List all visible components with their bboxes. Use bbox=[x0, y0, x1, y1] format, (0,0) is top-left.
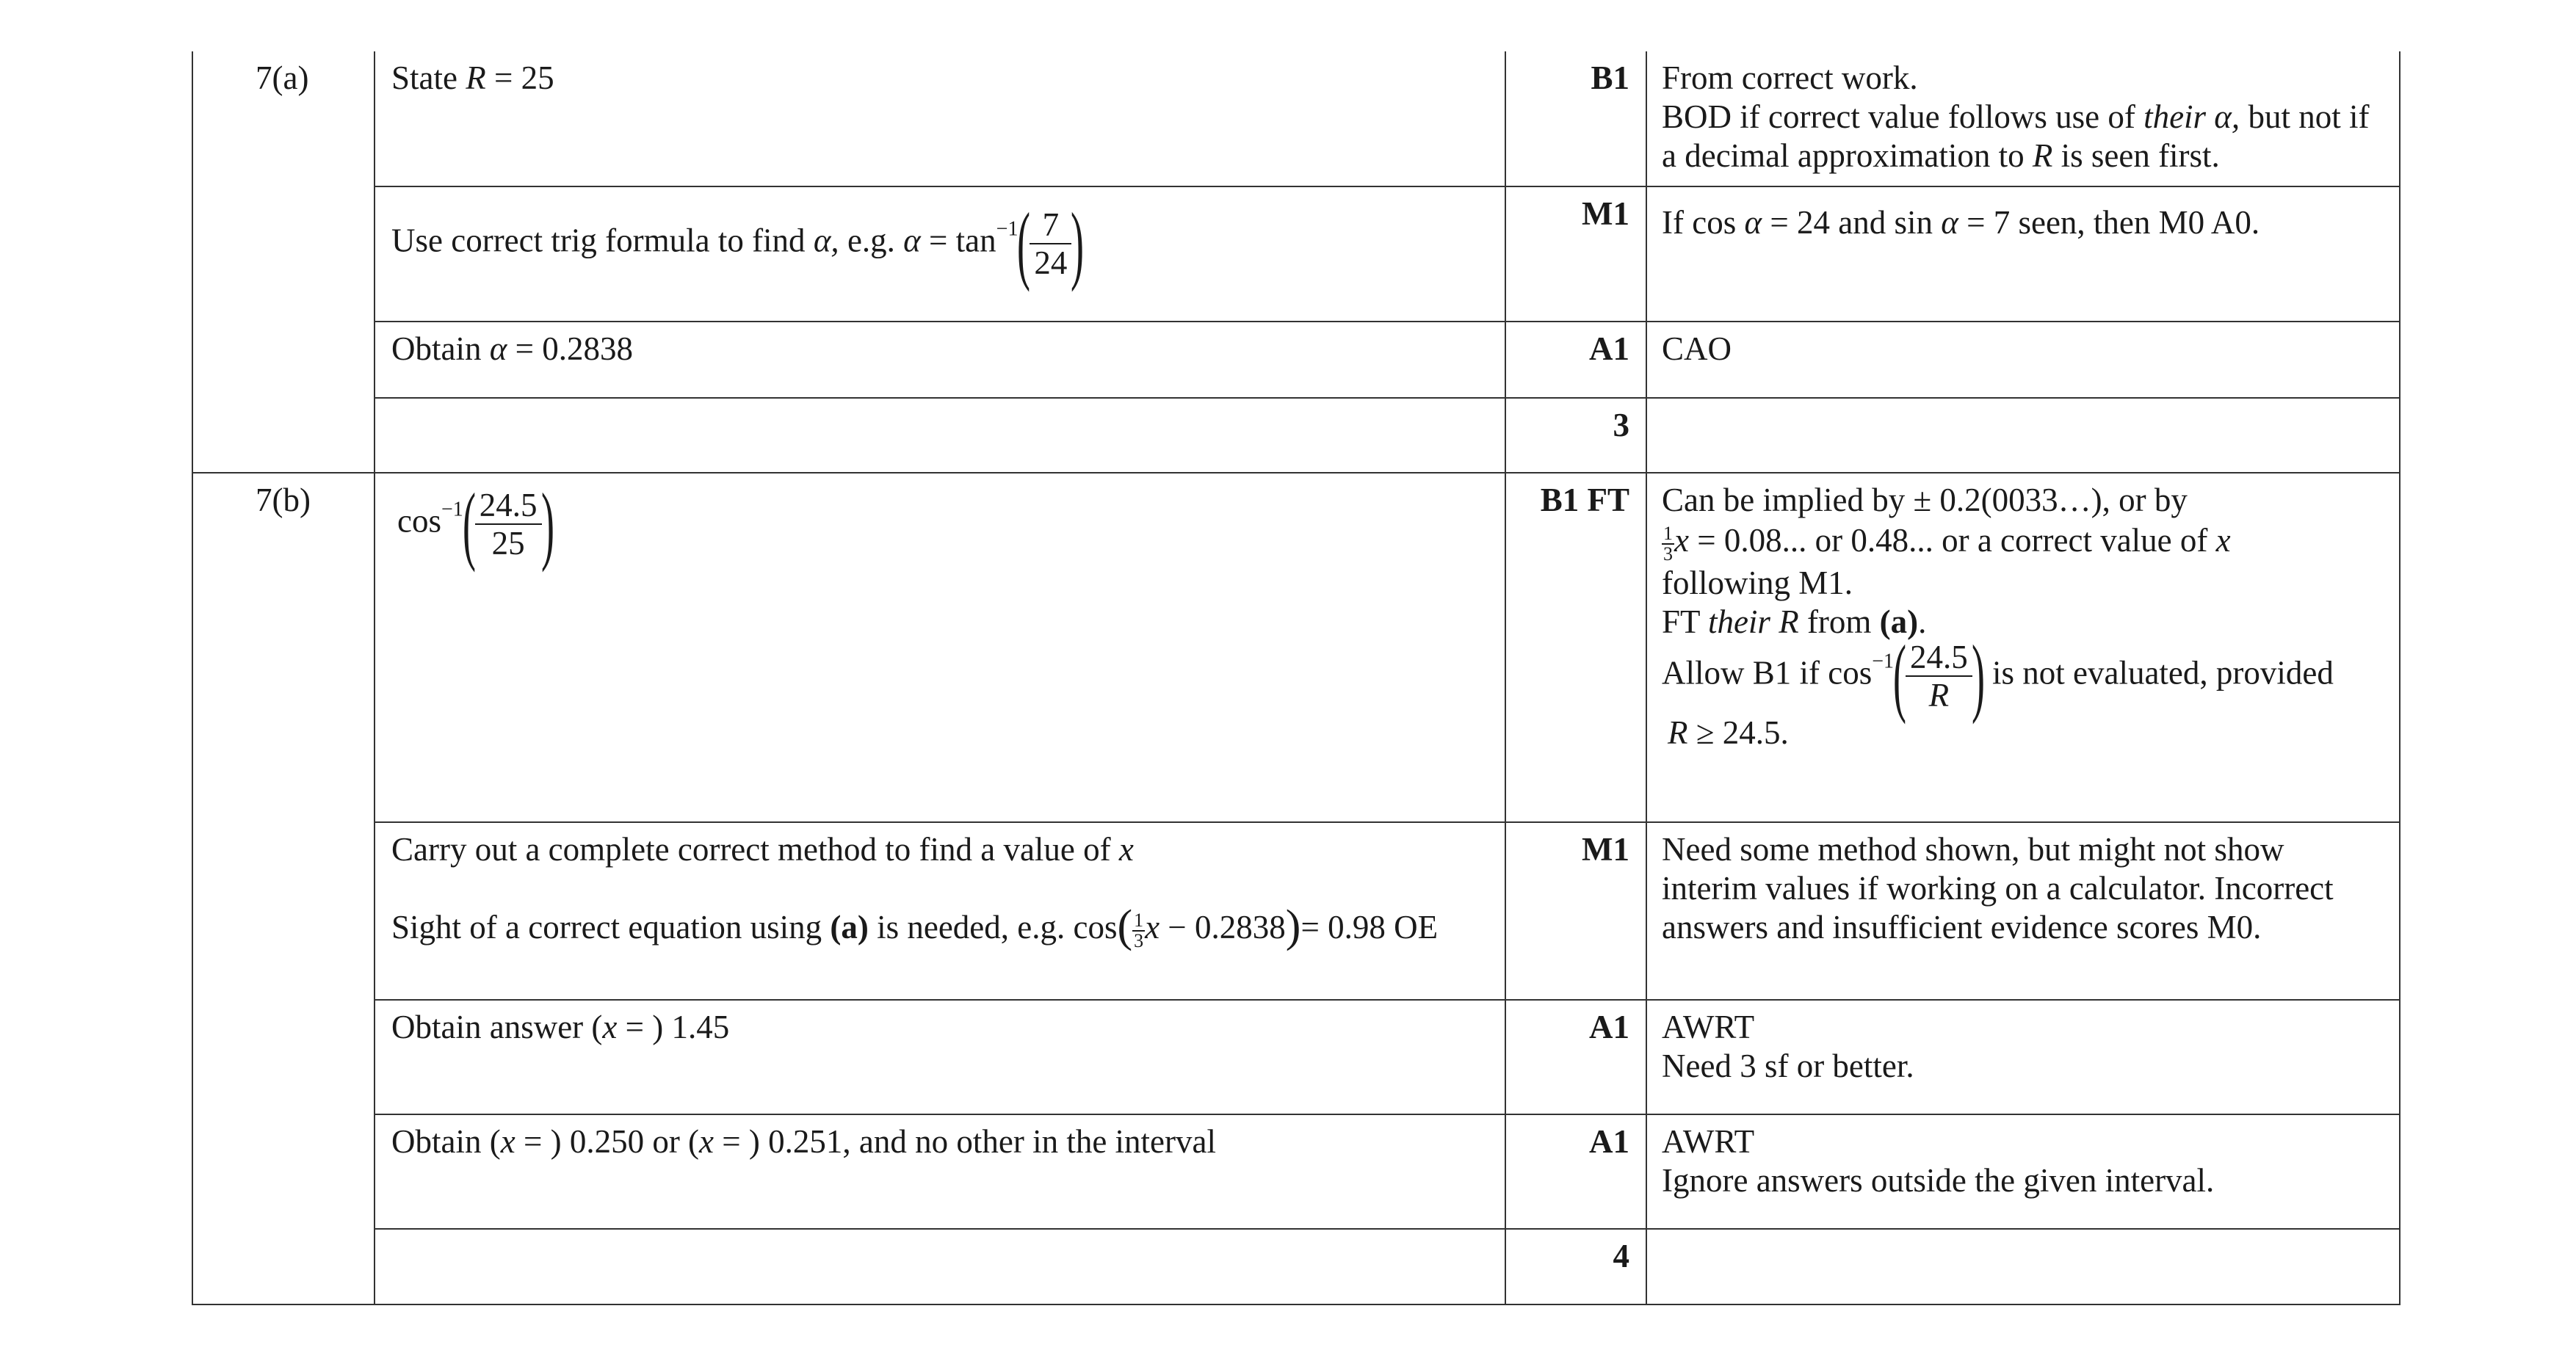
mark-scheme-table bbox=[192, 51, 2400, 1305]
total-marks: 3 bbox=[1613, 406, 1629, 443]
question-number: 7(a) bbox=[256, 59, 309, 96]
guidance-cell bbox=[1646, 322, 2400, 398]
answer-cell: Obtain answer (x = ) 1.45 bbox=[375, 1000, 1505, 1114]
answer-cell: $\cos^{-1}$( $\frac{24.5}{25}$ ) bbox=[375, 473, 1505, 822]
mark-cell bbox=[1505, 822, 1646, 1000]
fraction: $\frac{24.5}{25}$ bbox=[475, 487, 542, 562]
guidance-cell: AWRT Ignore answers outside the given interval. bbox=[1646, 1114, 2400, 1229]
guidance-cell: AWRT Need 3 sf or better. bbox=[1646, 1000, 2400, 1114]
guidance-cell: From correct work. BOD if correct value follows use of their α, but not if a decimal approximation to R is seen first. bbox=[1646, 51, 2400, 186]
guidance-text: Need some method shown, but might not show interim values if working on a calculator. Incorrect answers and insufficient evidence scores M0. bbox=[1662, 830, 2334, 946]
table-row bbox=[192, 51, 2400, 186]
answer-cell: Use correct trig formula to find α, e.g. $\alpha = \tan^{-1}$( $\frac{7}{24}$ ) bbox=[375, 186, 1505, 321]
mark: M1 bbox=[1582, 195, 1629, 233]
table-row bbox=[192, 1000, 2400, 1114]
mark-cell bbox=[1505, 186, 1646, 321]
mark-cell bbox=[1505, 322, 1646, 398]
total-row bbox=[192, 1229, 2400, 1304]
guidance-text: CAO bbox=[1662, 330, 1732, 367]
mark-cell bbox=[1505, 1000, 1646, 1114]
table-row bbox=[192, 322, 2400, 398]
fraction: $\frac{24.5}{R}$ bbox=[1906, 639, 1972, 714]
guidance-cell bbox=[1646, 822, 2400, 1000]
table-row bbox=[192, 822, 2400, 1000]
question-cell bbox=[192, 473, 375, 1304]
mark-cell bbox=[1505, 1114, 1646, 1229]
mark-cell bbox=[1505, 398, 1646, 473]
guidance-cell: Can be implied by ± 0.2(0033…), or by $\frac{1}{3}$ x = 0.08... or 0.48... or a correct value of x following M1. FT their R from (a). Allow B1 if $\cos^{-1}$( $\frac{24.5}{R}$ ) is not evaluated, provided R ≥ 24.5. bbox=[1646, 473, 2400, 822]
mark: M1 bbox=[1582, 830, 1629, 868]
table-row bbox=[192, 186, 2400, 321]
mark: A1 bbox=[1589, 330, 1629, 367]
mark-cell bbox=[1505, 51, 1646, 186]
answer-cell: State R = 25 bbox=[375, 51, 1505, 186]
mark: B1 bbox=[1591, 59, 1629, 96]
guidance-cell: If cos α = 24 and sin α = 7 seen, then M0 A0. bbox=[1646, 186, 2400, 321]
total-row bbox=[192, 398, 2400, 473]
answer-cell: Carry out a complete correct method to find a value of x Sight of a correct equation using (a) is needed, e.g. cos( $\frac{1}{3}$ x − 0.2838)= 0.98 OE bbox=[375, 822, 1505, 1000]
mark-cell bbox=[1505, 1229, 1646, 1304]
answer-cell: Obtain (x = ) 0.250 or (x = ) 0.251, and no other in the interval bbox=[375, 1114, 1505, 1229]
total-marks: 4 bbox=[1613, 1238, 1629, 1275]
fraction: $\frac{1}{3}$ bbox=[1134, 909, 1144, 951]
mark: A1 bbox=[1589, 1008, 1629, 1045]
table-row bbox=[192, 473, 2400, 822]
table-row bbox=[192, 1114, 2400, 1229]
mark: B1 FT bbox=[1540, 482, 1629, 519]
fraction: $\frac{1}{3}$ bbox=[1663, 523, 1673, 565]
mark: A1 bbox=[1589, 1122, 1629, 1160]
question-number: 7(b) bbox=[256, 482, 311, 519]
guidance-text: From correct work. bbox=[1662, 59, 1918, 96]
answer-cell: Obtain α = 0.2838 bbox=[375, 322, 1505, 398]
fraction: $\frac{7}{24}$ bbox=[1030, 206, 1071, 281]
mark-cell bbox=[1505, 473, 1646, 822]
question-cell bbox=[192, 51, 375, 473]
